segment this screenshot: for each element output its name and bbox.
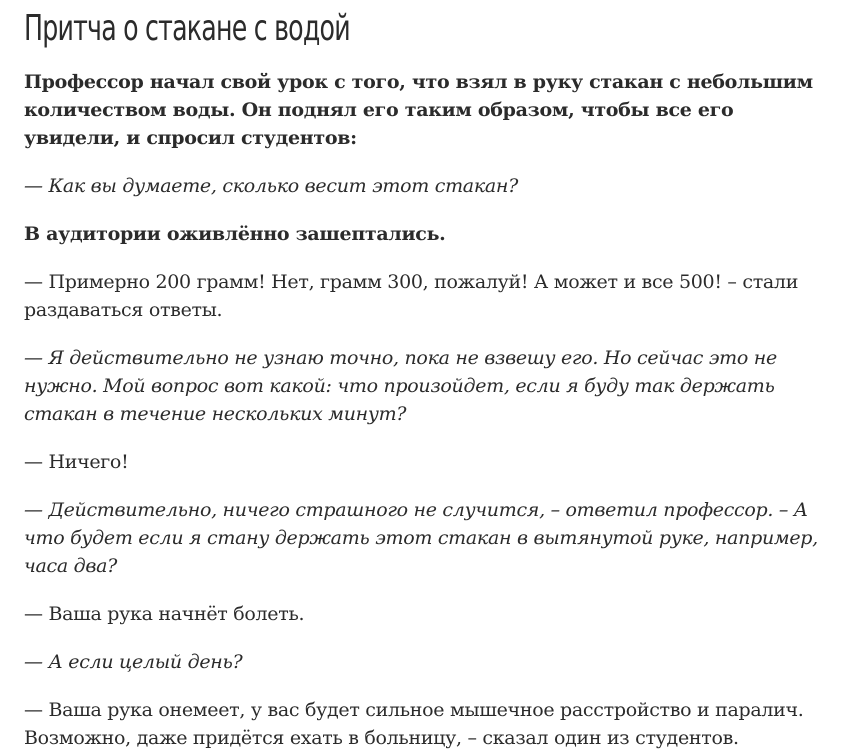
paragraph-audience: В аудитории оживлённо зашептались.	[24, 223, 446, 245]
paragraph-intro: Профессор начал свой урок с того, что взял в руку стакан с небольшим количеством воды. Он поднял его таким образом, чтобы все его увидели, и спросил студентов:	[24, 71, 813, 149]
paragraph-question: — Как вы думаете, сколько весит этот стакан?	[24, 175, 519, 197]
paragraph-nothing: — Ничего!	[24, 451, 129, 473]
paragraph-whole-day: — А если целый день?	[24, 651, 243, 673]
paragraph-answers: — Примерно 200 грамм! Нет, грамм 300, пожалуй! А может и все 500! – стали раздаваться ответы.	[24, 271, 799, 321]
article	[24, 0, 834, 752]
paragraph-arm-hurts: — Ваша рука начнёт болеть.	[24, 603, 305, 625]
paragraph-professor-question: — Я действительно не узнаю точно, пока не взвешу его. Но сейчас это не нужно. Мой вопрос вот какой: что произойдет, если я буду так держать стакан в течение нескольких минут?	[24, 347, 777, 425]
paragraph-professor-reply: — Действительно, ничего страшного не случится, – ответил профессор. – А что будет если я стану держать этот стакан в вытянутой руке, например, часа два?	[24, 499, 818, 577]
paragraph-student-answer: — Ваша рука онемеет, у вас будет сильное мышечное расстройство и паралич. Возможно, даже придётся ехать в больницу, – сказал один из студентов.	[24, 699, 804, 749]
article-title: Притча о стакане с водой	[24, 8, 350, 49]
